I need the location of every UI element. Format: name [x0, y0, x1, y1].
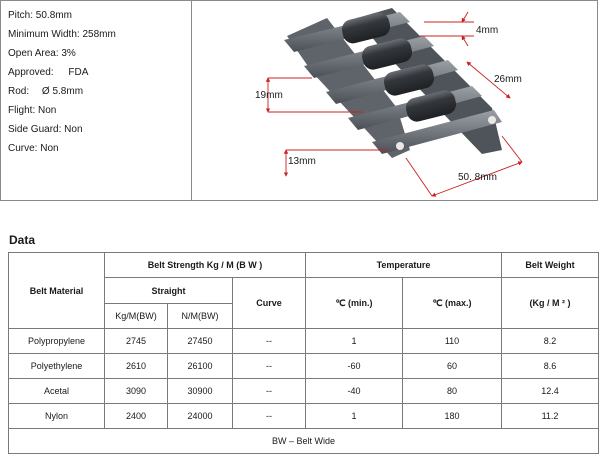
cell-weight: 8.6	[502, 354, 599, 379]
belt-module-diagram	[192, 0, 598, 201]
dim-4mm: 4mm	[476, 25, 499, 36]
cell-curve: --	[233, 329, 306, 354]
cell-weight: 11.2	[502, 404, 599, 429]
header-temperature: Temperature	[306, 253, 502, 278]
header-belt-weight: Belt Weight	[502, 253, 599, 278]
spec-rod: Rod: Ø 5.8mm	[8, 86, 84, 97]
cell-temp-max: 80	[403, 379, 502, 404]
dim-50-8mm: 50. 8mm	[458, 172, 497, 183]
cell-kgm: 3090	[105, 379, 168, 404]
cell-nm: 26100	[168, 354, 233, 379]
cell-material: Nylon	[9, 404, 105, 429]
table-footnote: BW – Belt Wide	[9, 429, 599, 454]
cell-temp-max: 180	[403, 404, 502, 429]
dim-19mm: 19mm	[255, 90, 283, 101]
cell-curve: --	[233, 354, 306, 379]
table-footnote-row	[9, 429, 599, 454]
header-temp-min: ℃ (min.)	[306, 278, 403, 329]
header-belt-strength: Belt Strength Kg / M (B W )	[105, 253, 306, 278]
cell-temp-max: 60	[403, 354, 502, 379]
table-row	[9, 404, 599, 429]
cell-curve: --	[233, 404, 306, 429]
cell-material: Polyethylene	[9, 354, 105, 379]
table-row	[9, 354, 599, 379]
cell-temp-min: -40	[306, 379, 403, 404]
data-section-title: Data	[9, 233, 36, 247]
cell-temp-min: -60	[306, 354, 403, 379]
rod-hole-right	[488, 116, 496, 124]
cell-kgm: 2400	[105, 404, 168, 429]
spec-open-area: Open Area: 3%	[8, 48, 76, 59]
header-weight-unit: (Kg / M ² )	[502, 278, 599, 329]
cell-nm: 30900	[168, 379, 233, 404]
cell-temp-max: 110	[403, 329, 502, 354]
cell-temp-min: 1	[306, 329, 403, 354]
header-straight: Straight	[105, 278, 233, 304]
spec-side-guard: Side Guard: Non	[8, 124, 83, 135]
cell-kgm: 2610	[105, 354, 168, 379]
rod-hole-left	[396, 142, 404, 150]
spec-approved: Approved: FDA	[8, 67, 89, 78]
dim-26mm: 26mm	[494, 74, 522, 85]
table-header-row-1	[9, 253, 599, 278]
spec-min-width: Minimum Width: 258mm	[8, 29, 116, 40]
cell-material: Polypropylene	[9, 329, 105, 354]
header-belt-material: Belt Material	[9, 253, 105, 329]
cell-temp-min: 1	[306, 404, 403, 429]
cell-weight: 12.4	[502, 379, 599, 404]
cell-nm: 27450	[168, 329, 233, 354]
cell-kgm: 2745	[105, 329, 168, 354]
spec-list	[8, 6, 116, 158]
header-temp-max: ℃ (max.)	[403, 278, 502, 329]
header-nm: N/M(BW)	[168, 304, 233, 329]
cell-material: Acetal	[9, 379, 105, 404]
cell-weight: 8.2	[502, 329, 599, 354]
spec-curve: Curve: Non	[8, 143, 59, 154]
table-row	[9, 329, 599, 354]
belt-data-table	[8, 252, 599, 454]
belt-body	[284, 8, 502, 158]
spec-pitch: Pitch: 50.8mm	[8, 10, 72, 21]
header-curve: Curve	[233, 278, 306, 329]
spec-flight: Flight: Non	[8, 105, 57, 116]
dim-13mm: 13mm	[288, 156, 316, 167]
table-row	[9, 379, 599, 404]
header-kgm: Kg/M(BW)	[105, 304, 168, 329]
cell-nm: 24000	[168, 404, 233, 429]
cell-curve: --	[233, 379, 306, 404]
